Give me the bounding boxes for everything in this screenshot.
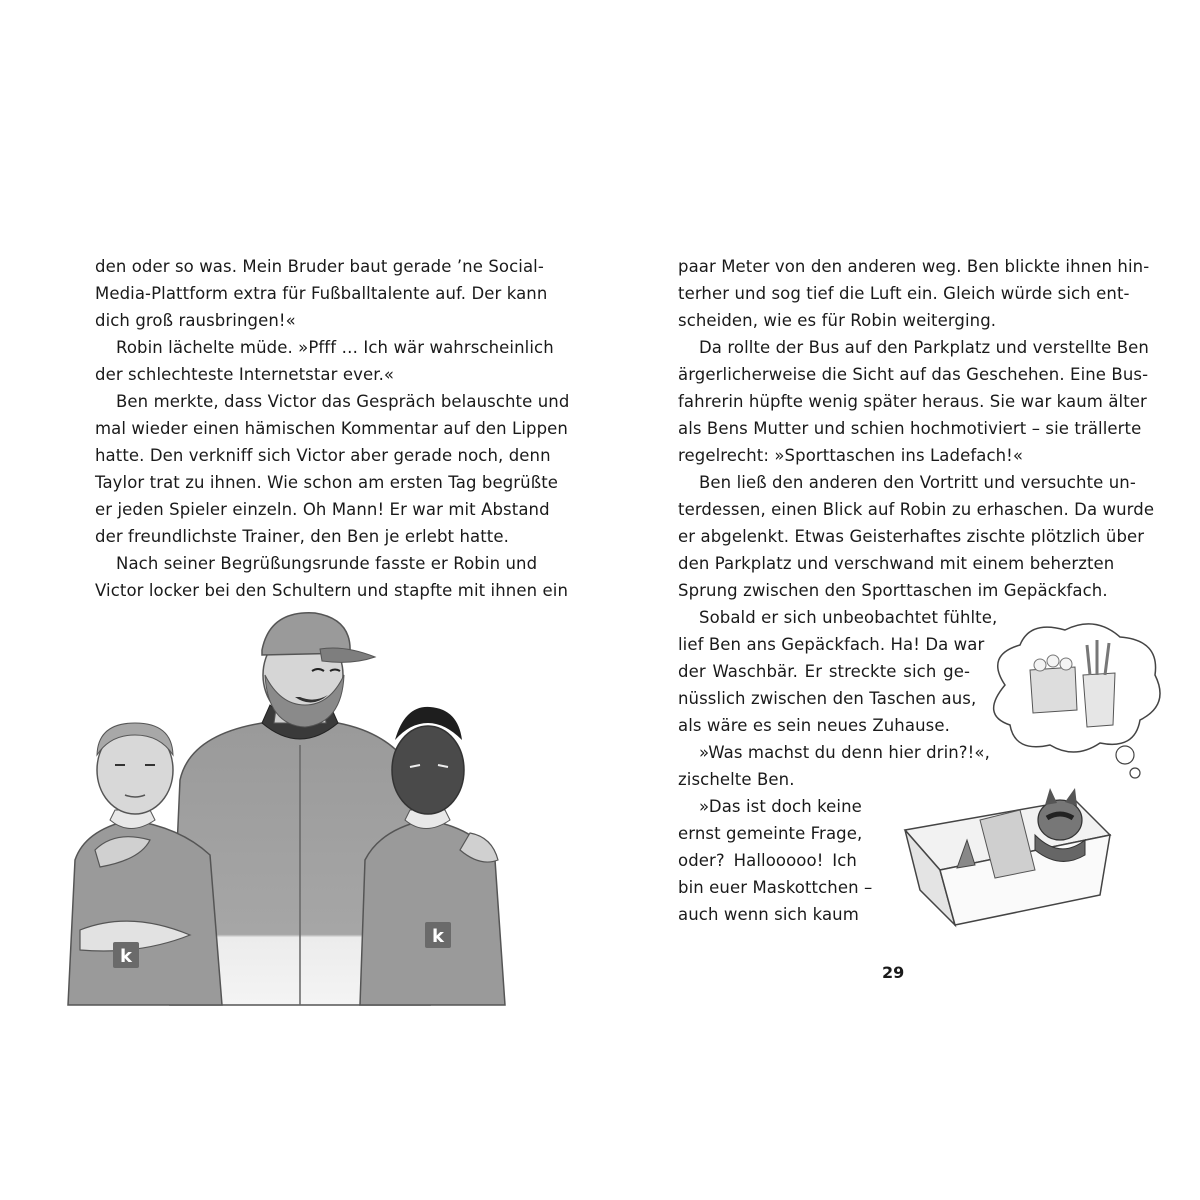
text-line: auch wenn sich kaum [678, 905, 859, 924]
text-line: mal wieder einen hämischen Kommentar auf den Lippen [95, 419, 568, 438]
text-line: hatte. Den verkniff sich Victor aber gerade noch, denn [95, 446, 551, 465]
text-line: der freundlichste Trainer, den Ben je erlebt hatte. [95, 527, 509, 546]
right-page [600, 0, 1200, 1200]
text-line: scheiden, wie es für Robin weiterging. [678, 311, 997, 330]
text-line: paar Meter von den anderen weg. Ben blickte ihnen hin- [678, 257, 1150, 276]
text-line: als Bens Mutter und schien hochmotiviert – sie trällerte [678, 419, 1142, 438]
text-line: oder? Hallooooo! Ich [678, 851, 857, 870]
text-line: nüsslich zwischen den Taschen aus, [678, 689, 977, 708]
jersey-logo-left: k [120, 946, 132, 967]
text-line: dich groß rausbringen!« [95, 311, 296, 330]
text-line: Robin lächelte müde. »Pfff … Ich wär wahrscheinlich [116, 338, 554, 357]
text-line: ernst gemeinte Frage, [678, 824, 863, 843]
text-line: als wäre es sein neues Zuhause. [678, 716, 950, 735]
text-line: den oder so was. Mein Bruder baut gerade ’ne Social- [95, 257, 544, 276]
text-line: Media-Plattform extra für Fußballtalente auf. Der kann [95, 284, 548, 303]
page-number: 29 [882, 963, 905, 982]
text-line: bin euer Maskottchen – [678, 878, 873, 897]
text-line: der Waschbär. Er streckte sich ge- [678, 662, 970, 681]
text-line: Taylor trat zu ihnen. Wie schon am ersten Tag begrüßte [95, 473, 559, 492]
text-line: der schlechteste Internetstar ever.« [95, 365, 395, 384]
text-line: Victor locker bei den Schultern und stapfte mit ihnen ein [95, 581, 569, 600]
text-line: terdessen, einen Blick auf Robin zu erhaschen. Da wurde [678, 500, 1155, 519]
text-line: Sobald er sich unbeobachtet fühlte, [699, 608, 998, 627]
text-line: »Was machst du denn hier drin?!«, [699, 743, 990, 762]
text-line: er abgelenkt. Etwas Geisterhaftes zischte plötzlich über [678, 527, 1145, 546]
text-line: den Parkplatz und verschwand mit einem beherzten [678, 554, 1115, 573]
text-line: Da rollte der Bus auf den Parkplatz und verstellte Ben [699, 338, 1149, 357]
text-line: Sprung zwischen den Sporttaschen im Gepäckfach. [678, 581, 1108, 600]
text-line: Ben ließ den anderen den Vortritt und versuchte un- [699, 473, 1136, 492]
raccoon-box-illustration [885, 760, 1125, 930]
text-line: Nach seiner Begrüßungsrunde fasste er Robin und [116, 554, 538, 573]
text-line: regelrecht: »Sporttaschen ins Ladefach!« [678, 446, 1024, 465]
text-line: terher und sog tief die Luft ein. Gleich würde sich ent- [678, 284, 1130, 303]
text-line: er jeden Spieler einzeln. Oh Mann! Er war mit Abstand [95, 500, 550, 519]
text-line: ärgerlicherweise die Sicht auf das Geschehen. Eine Bus- [678, 365, 1149, 384]
text-line: zischelte Ben. [678, 770, 795, 789]
text-line: »Das ist doch keine [699, 797, 862, 816]
text-line: lief Ben ans Gepäckfach. Ha! Da war [678, 635, 985, 654]
text-line: Ben merkte, dass Victor das Gespräch belauschte und [116, 392, 570, 411]
text-line: fahrerin hüpfte wenig später heraus. Sie war kaum älter [678, 392, 1147, 411]
coach-players-illustration [0, 605, 600, 1005]
jersey-logo-right: k [432, 926, 444, 947]
